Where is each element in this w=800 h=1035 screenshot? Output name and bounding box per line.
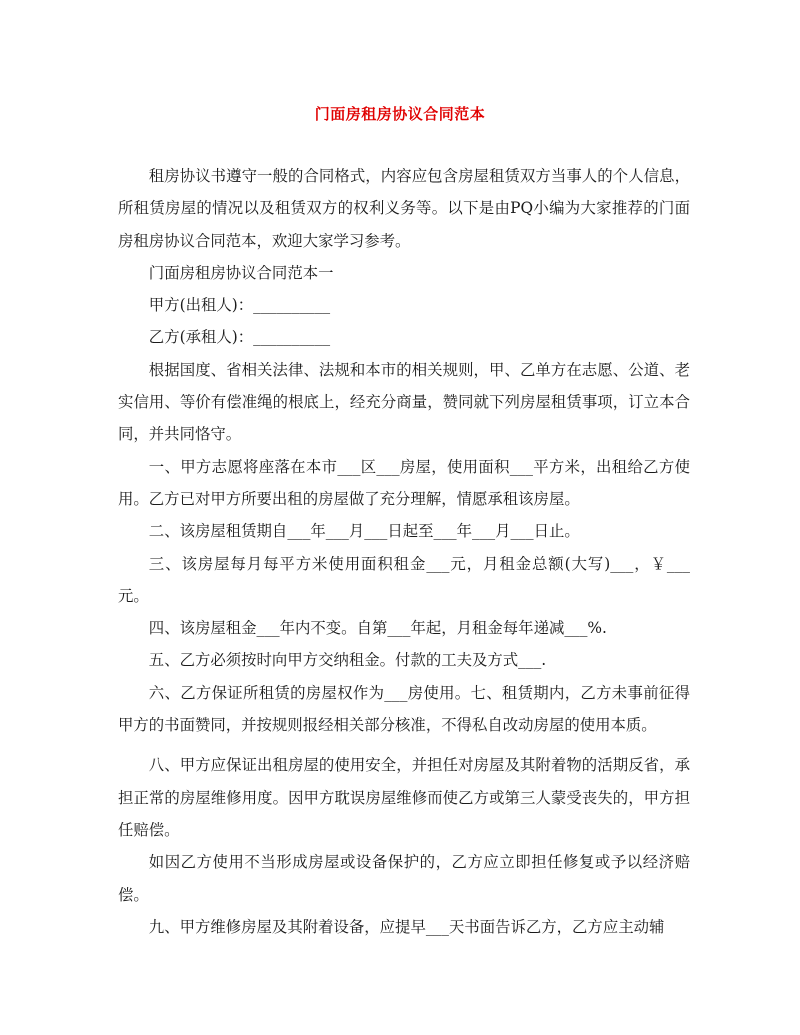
- paragraph-party-b: 乙方(承租人)：__________: [148, 328, 331, 347]
- paragraph-clause-3: 三、该房屋每月每平方米使用面积租金___元，月租金总额(大写)___，￥___元。: [118, 554, 690, 605]
- paragraph-preamble: 根据国度、省相关法律、法规和本市的相关规则，甲、乙单方在志愿、公道、老实信用、等价有偿准绳的根底上，经充分商量，赞同就下列房屋租赁事项，订立本合同，并共同恪守。: [118, 360, 690, 444]
- paragraph-clause-1: 一、甲方志愿将座落在本市___区___房屋，使用面积___平方米，出租给乙方使用。乙方已对甲方所要出租的房屋做了充分理解，情愿承租该房屋。: [118, 457, 690, 508]
- document-body: [118, 160, 690, 943]
- paragraph-intro: 租房协议书遵守一般的合同格式，内容应包含房屋租赁双方当事人的个人信息，所租赁房屋的情况以及租赁双方的权利义务等。以下是由PQ小编为大家推荐的门面房租房协议合同范本，欢迎大家学习参考。: [118, 167, 690, 250]
- paragraph-clause-4: 四、该房屋租金___年内不变。自第___年起，月租金每年递减___%.: [148, 619, 607, 638]
- paragraph-clause-2: 二、该房屋租赁期自___年___月___日起至___年___月___日止。: [148, 522, 580, 541]
- paragraph-heading-sample-one: 门面房租房协议合同范本一: [148, 263, 334, 282]
- paragraph-party-a: 甲方(出租人)：__________: [148, 296, 331, 315]
- paragraph-clause-6-7: 六、乙方保证所租赁的房屋权作为___房使用。七、租赁期内，乙方未事前征得甲方的书面赞同，并按规则报经相关部分核准，不得私自改动房屋的使用本质。: [118, 683, 690, 735]
- document-title: 门面房租房协议合同范本: [314, 105, 486, 123]
- paragraph-clause-8-supplement: 如因乙方使用不当形成房屋或设备保护的，乙方应立即担任修复或予以经济赔偿。: [118, 853, 690, 904]
- paragraph-clause-8: 八、甲方应保证出租房屋的使用安全，并担任对房屋及其附着物的活期反省，承担正常的房屋维修用度。因甲方耽误房屋维修而使乙方或第三人蒙受丧失的，甲方担任赔偿。: [118, 756, 690, 839]
- paragraph-clause-9: 九、甲方维修房屋及其附着设备，应提早___天书面告诉乙方，乙方应主动辅: [148, 917, 665, 936]
- paragraph-clause-5: 五、乙方必须按时向甲方交纳租金。付款的工夫及方式___.: [148, 651, 547, 670]
